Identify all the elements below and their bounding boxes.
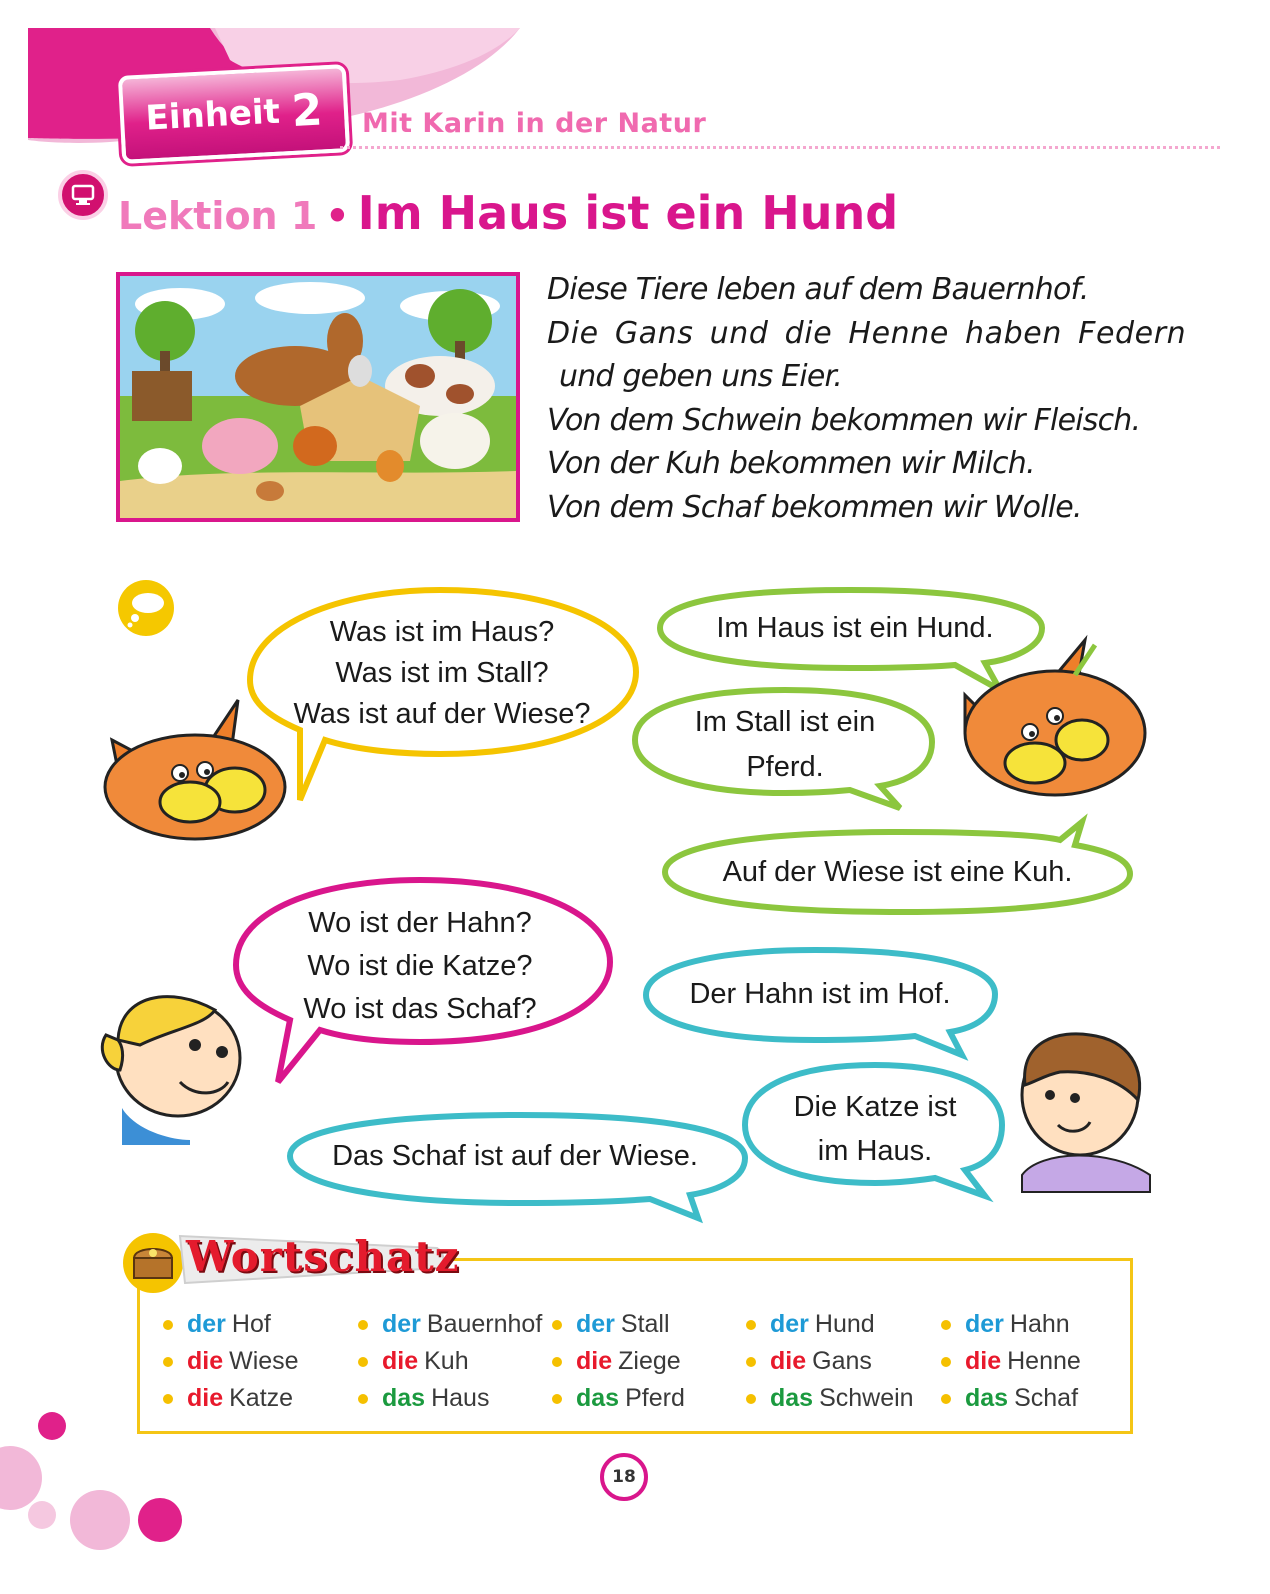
vocabulary-column — [358, 1306, 548, 1417]
noun: Hof — [231, 1310, 271, 1338]
noun: Kuh — [424, 1347, 469, 1375]
vocabulary-item — [746, 1306, 936, 1343]
corner-decoration — [0, 1400, 200, 1594]
vocabulary-item — [358, 1306, 548, 1343]
noun: Katze — [229, 1384, 294, 1412]
bubble-line: Was ist auf der Wiese? — [293, 698, 591, 730]
question-bubble-1 — [282, 612, 602, 735]
article: der — [382, 1310, 421, 1338]
answer-bubble-3: Auf der Wiese ist eine Kuh. — [722, 856, 1073, 888]
article: das — [382, 1384, 426, 1412]
vocabulary-item — [941, 1380, 1131, 1417]
vocabulary-title: Wortschatz — [186, 1232, 460, 1281]
noun: Hund — [814, 1310, 875, 1338]
farm-illustration — [116, 272, 520, 522]
vocabulary-item — [746, 1343, 936, 1380]
bullet — [358, 1394, 368, 1404]
bullet — [941, 1320, 951, 1330]
vocabulary-item — [163, 1306, 353, 1343]
reading-line: Von dem Schaf bekommen wir Wolle. — [547, 489, 1082, 525]
answer-bubble-1: Im Haus ist ein Hund. — [716, 612, 994, 644]
vocabulary-column — [941, 1306, 1131, 1417]
bubble-line: Was ist im Haus? — [329, 616, 555, 648]
unit-subtitle: Mit Karin in der Natur — [362, 108, 707, 139]
bubble-line: Pferd. — [746, 751, 824, 783]
noun: Hahn — [1009, 1310, 1070, 1338]
lesson-heading — [118, 186, 898, 240]
unit-badge — [118, 64, 350, 164]
bubble-line: Im Stall ist ein — [694, 706, 876, 738]
article: der — [187, 1310, 226, 1338]
noun: Bauernhof — [426, 1310, 543, 1338]
noun: Schaf — [1014, 1384, 1079, 1412]
vocabulary-column — [746, 1306, 936, 1417]
bullet — [746, 1357, 756, 1367]
article: die — [187, 1347, 224, 1375]
noun: Haus — [431, 1384, 490, 1412]
noun: Schwein — [819, 1384, 914, 1412]
boy-character — [1022, 1034, 1150, 1192]
article: die — [965, 1347, 1002, 1375]
bullet — [552, 1320, 562, 1330]
article: die — [770, 1347, 807, 1375]
thought-bubble-icon — [118, 580, 174, 636]
reading-line: Von der Kuh bekommen wir Milch. — [547, 446, 1035, 481]
noun: Wiese — [229, 1347, 299, 1375]
bubble-line: Wo ist der Hahn? — [308, 907, 532, 939]
header-divider — [340, 146, 1220, 149]
vocabulary-item — [552, 1306, 742, 1343]
bullet — [552, 1357, 562, 1367]
article: die — [187, 1384, 224, 1412]
noun: Pferd — [625, 1384, 685, 1412]
page-number: 18 — [600, 1453, 648, 1501]
reading-line: Die Gans und die Henne haben Federn — [547, 315, 1187, 351]
answer-bubble-6: Das Schaf ist auf der Wiese. — [332, 1140, 698, 1172]
bullet — [163, 1320, 173, 1330]
noun: Gans — [812, 1347, 872, 1375]
reading-text — [547, 268, 1187, 529]
vocabulary-item — [358, 1380, 548, 1417]
vocabulary-item — [163, 1343, 353, 1380]
noun: Ziege — [618, 1347, 681, 1375]
vocabulary-item — [746, 1380, 936, 1417]
vocabulary-column — [552, 1306, 742, 1417]
vocabulary-item — [552, 1343, 742, 1380]
bullet-separator: • — [325, 194, 350, 238]
lesson-label: Lektion 1 — [118, 194, 318, 238]
girl-character — [102, 997, 240, 1145]
bubble-line: Wo ist die Katze? — [307, 950, 533, 982]
bullet — [746, 1394, 756, 1404]
article: der — [576, 1310, 615, 1338]
bullet — [358, 1320, 368, 1330]
article: der — [965, 1310, 1004, 1338]
computer-icon — [58, 170, 108, 220]
bubble-line: Die Katze ist — [793, 1091, 957, 1123]
question-bubble-2 — [260, 902, 580, 1031]
answer-bubble-5 — [755, 1085, 995, 1173]
bubble-line: im Haus. — [817, 1135, 933, 1167]
reading-line: Von dem Schwein bekommen wir Fleisch. — [547, 402, 1141, 438]
vocabulary-item — [941, 1306, 1131, 1343]
article: das — [965, 1384, 1009, 1412]
lesson-title: Im Haus ist ein Hund — [357, 186, 899, 240]
reading-line: und geben uns Eier. — [559, 359, 843, 394]
bullet — [941, 1394, 951, 1404]
noun: Stall — [620, 1310, 670, 1338]
article: die — [576, 1347, 613, 1375]
answer-bubble-4: Der Hahn ist im Hof. — [689, 978, 951, 1010]
cat-character-left — [105, 700, 285, 839]
bubble-line: Wo ist das Schaf? — [303, 993, 537, 1025]
vocabulary-item — [358, 1343, 548, 1380]
article: das — [770, 1384, 814, 1412]
bullet — [941, 1357, 951, 1367]
article: das — [576, 1384, 620, 1412]
bullet — [358, 1357, 368, 1367]
unit-number: 2 — [290, 83, 324, 137]
bullet — [746, 1320, 756, 1330]
bullet — [552, 1394, 562, 1404]
bullet — [163, 1357, 173, 1367]
vocabulary-item — [552, 1380, 742, 1417]
answer-bubble-2 — [645, 700, 925, 790]
noun: Henne — [1007, 1347, 1081, 1375]
bubble-line: Was ist im Stall? — [335, 657, 549, 689]
vocabulary-item — [941, 1343, 1131, 1380]
article: der — [770, 1310, 809, 1338]
unit-label: Einheit — [144, 91, 281, 139]
reading-line: Diese Tiere leben auf dem Bauernhof. — [547, 272, 1089, 307]
article: die — [382, 1347, 419, 1375]
